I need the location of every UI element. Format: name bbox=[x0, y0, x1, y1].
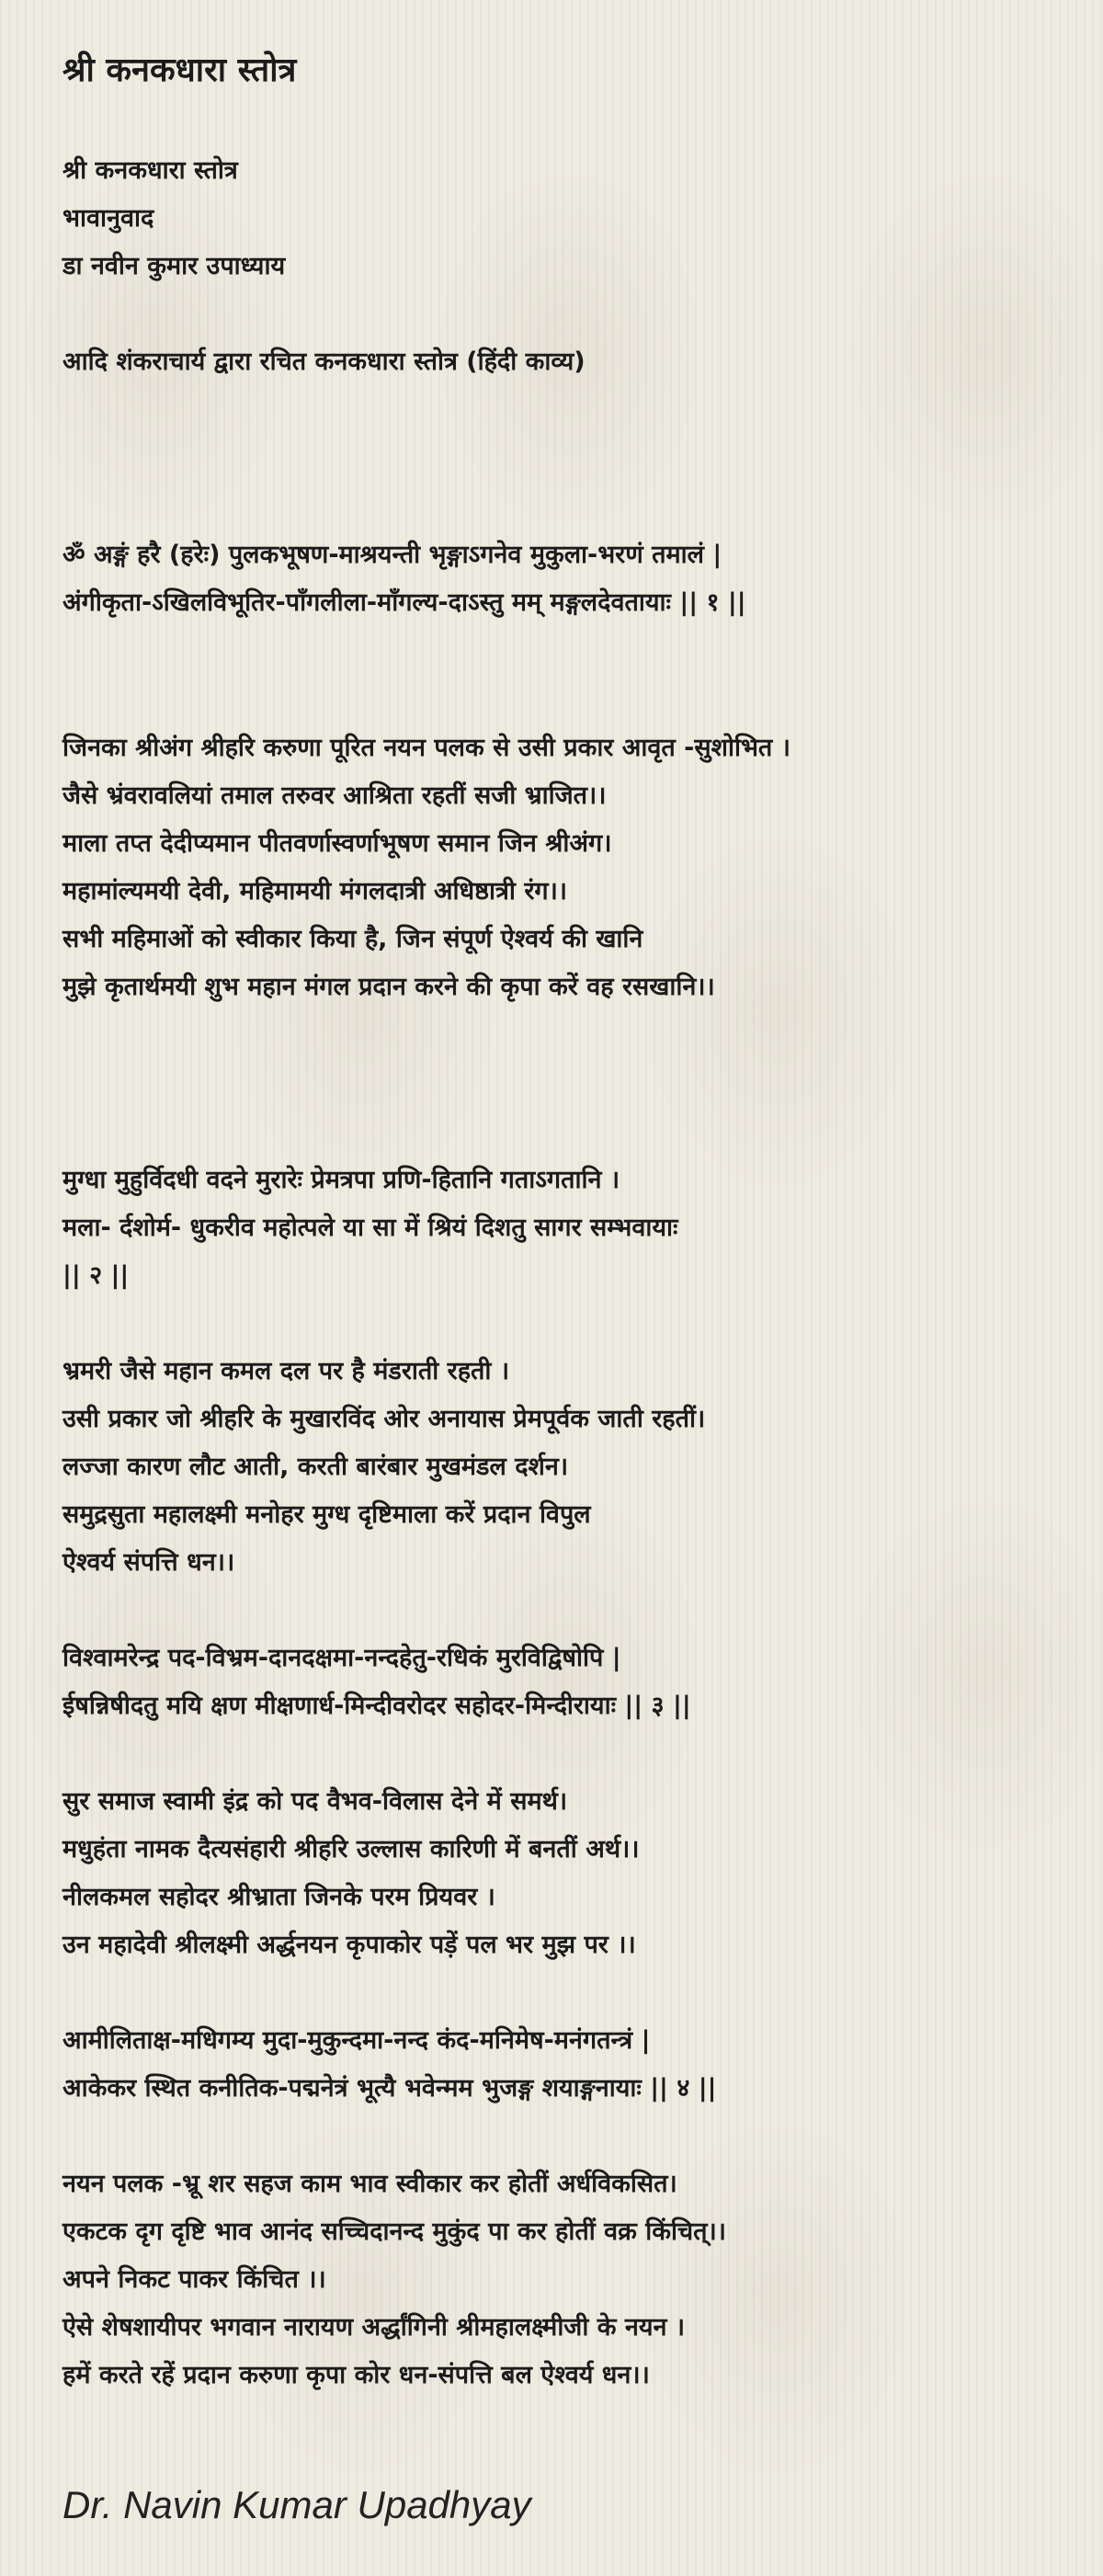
sanskrit-verse-2 bbox=[63, 1157, 1064, 1300]
verse-line: समुद्रसुता महालक्ष्मी मनोहर मुग्ध दृष्टिमाला करें प्रदान विपुल bbox=[63, 1500, 591, 1529]
spacer bbox=[63, 1300, 1064, 1348]
intro-line: श्री कनकधारा स्तोत्र bbox=[63, 156, 238, 185]
verse-line: नयन पलक -भ्रू शर सहज काम भाव स्वीकार कर होतीं अर्धविकसित। bbox=[63, 2170, 677, 2198]
verse-line: अपने निकट पाकर किंचित ।। bbox=[63, 2265, 326, 2294]
verse-line: सभी महिमाओं को स्वीकार किया है, जिन संपूर्ण ऐश्वर्य की खानि bbox=[63, 925, 643, 953]
verse-line: आमीलिताक्ष-मधिगम्य मुदा-मुकुन्दमा-नन्द कंद-मनिमेष-मनंगतन्त्रं | bbox=[63, 2026, 651, 2055]
spacer bbox=[63, 99, 1064, 147]
intro-line: डा नवीन कुमार उपाध्याय bbox=[63, 252, 286, 280]
verse-line: नीलकमल सहोदर श्रीभ्राता जिनके परम प्रियवर । bbox=[63, 1883, 495, 1911]
intro-block bbox=[63, 147, 1064, 291]
verse-line: ईषन्निषीदतु मयि क्षण मीक्षणार्ध-मिन्दीवरोदर सहोदर-मिन्दीरायाः || ३ || bbox=[63, 1692, 691, 1720]
verse-line: मुझे कृतार्थमयी शुभ महान मंगल प्रदान करने की कृपा करें वह रसखानि।। bbox=[63, 973, 715, 1001]
verse-line: उसी प्रकार जो श्रीहरि के मुखारविंद ओर अनायास प्रेमपूर्वक जाती रहतीं। bbox=[63, 1405, 706, 1433]
page-title: श्री कनकधारा स्तोत्र bbox=[63, 51, 297, 89]
sanskrit-verse-3 bbox=[63, 1635, 1064, 1730]
verse-line: एकटक दृग दृष्टि भाव आनंद सच्चिदानन्द मुकुंद पा कर होतीं वक्र किंचित्।। bbox=[63, 2217, 727, 2246]
verse-line: आकेकर स्थित कनीतिक-पद्मनेत्रं भूत्यै भवेन्मम भुजङ्ग शयाङ्गनायाः || ४ || bbox=[63, 2074, 717, 2103]
verse-line: मला- र्दशोर्म- धुकरीव महोत्पले या सा में श्रियं दिशतु सागर सम्भवायाः bbox=[63, 1214, 678, 1242]
hindi-verse-4 bbox=[63, 2160, 1064, 2399]
verse-line: ॐ अङ्गं हरै (हरेः) पुलकभूषण-माश्रयन्ती भृङ्गाऽगनेव मुकुला-भरणं तमालं | bbox=[63, 541, 722, 569]
sanskrit-verse-4 bbox=[63, 2017, 1064, 2113]
verse-line: लज्जा कारण लौट आती, करती बारंबार मुखमंडल दर्शन। bbox=[63, 1453, 569, 1481]
spacer bbox=[63, 1969, 1064, 2017]
verse-line: भ्रमरी जैसे महान कमल दल पर है मंडराती रहती । bbox=[63, 1357, 510, 1385]
spacer bbox=[63, 627, 1064, 724]
verse-line: || २ || bbox=[63, 1261, 130, 1290]
verse-line: अंगीकृता-ऽखिलविभूतिर-पाँगलीला-माँगल्य-दाऽस्तु मम् मङ्गलदेवतायाः || १ || bbox=[63, 588, 746, 617]
spacer bbox=[63, 386, 1064, 531]
verse-line: माला तप्त देदीप्यमान पीतवर्णास्वर्णाभूषण समान जिन श्रीअंग। bbox=[63, 829, 612, 858]
source-note bbox=[63, 338, 1064, 386]
verse-line: सुर समाज स्वामी इंद्र को पद वैभव-विलास देने में समर्थ। bbox=[63, 1787, 568, 1816]
verse-line: मधुहंता नामक दैत्यसंहारी श्रीहरि उल्लास कारिणी में बनतीं अर्थ।। bbox=[63, 1835, 640, 1864]
spacer bbox=[63, 1730, 1064, 1778]
verse-line: ऐसे शेषशायीपर भगवान नारायण अर्द्धांगिनी श्रीमहालक्ष्मीजी के नयन । bbox=[63, 2313, 686, 2342]
intro-line: भावानुवाद bbox=[63, 204, 154, 233]
author-signature: Dr. Navin Kumar Upadhyay bbox=[63, 2483, 531, 2526]
verse-line: मुग्धा मुहुर्विदधी वदने मुरारेः प्रेमत्रपा प्रणि-हितानि गताऽगतानि । bbox=[63, 1166, 620, 1194]
verse-line: हमें करते रहें प्रदान करुणा कृपा कोर धन-संपत्ति बल ऐश्वर्य धन।। bbox=[63, 2361, 650, 2389]
spacer bbox=[63, 1587, 1064, 1635]
poem-content bbox=[63, 42, 1064, 2399]
hindi-verse-1 bbox=[63, 724, 1064, 1011]
verse-line: उन महादेवी श्रीलक्ष्मी अर्द्धनयन कृपाकोर पड़ें पल भर मुझ पर ।। bbox=[63, 1931, 636, 1959]
verse-line: जैसे भ्रंवरावलियां तमाल तरुवर आश्रिता रहतीं सजी भ्राजित।। bbox=[63, 781, 607, 810]
hindi-verse-3 bbox=[63, 1778, 1064, 1969]
hindi-verse-2 bbox=[63, 1348, 1064, 1587]
verse-line: विश्वामरेन्द्र पद-विभ्रम-दानदक्षमा-नन्दहेतु-रधिकं मुरविद्विषोपि | bbox=[63, 1644, 621, 1672]
spacer bbox=[63, 291, 1064, 338]
spacer bbox=[63, 2113, 1064, 2160]
spacer bbox=[63, 1011, 1064, 1157]
verse-line: ऐश्वर्य संपत्ति धन।। bbox=[63, 1548, 235, 1577]
verse-line: महामांल्यमयी देवी, महिमामयी मंगलदात्री अधिष्ठात्री रंग।। bbox=[63, 877, 568, 906]
sanskrit-verse-1 bbox=[63, 531, 1064, 627]
verse-line: जिनका श्रीअंग श्रीहरि करुणा पूरित नयन पलक से उसी प्रकार आवृत -सुशोभित । bbox=[63, 734, 790, 762]
source-line: आदि शंकराचार्य द्वारा रचित कनकधारा स्तोत्र (हिंदी काव्य) bbox=[63, 348, 586, 376]
